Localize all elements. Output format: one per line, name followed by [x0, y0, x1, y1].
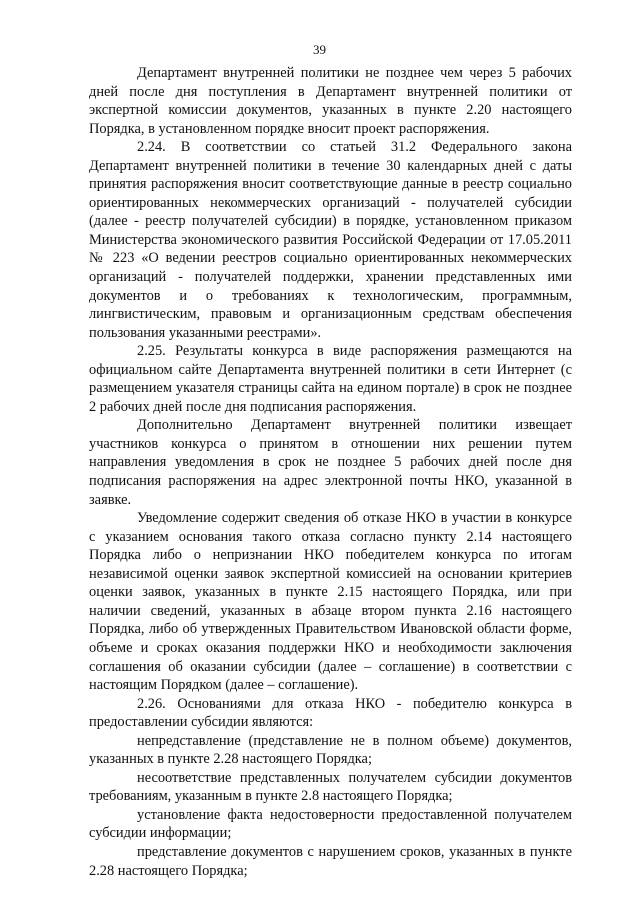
- page-body: [89, 64, 572, 880]
- paragraph-2-26-refusal-grounds: 2.26. Основаниями для отказа НКО - победителю конкурса в предоставлении субсидии являются:: [89, 695, 572, 731]
- list-item-non-compliance: несоответствие представленных получателем субсидии документов требованиям, указанным в пункте 2.8 настоящего Порядка;: [89, 769, 572, 805]
- list-item-non-submission: непредставление (представление не в полном объеме) документов, указанных в пункте 2.28 настоящего Порядка;: [89, 732, 572, 768]
- paragraph-2-24-registry: 2.24. В соответствии со статьей 31.2 Федерального закона Департамент внутренней политики в течение 30 календарных дней с даты принятия распоряжения вносит соответствующие данные в реестр социально ориентированных некоммерческих организаций - получателей субсидии (далее - реестр получателей субсидии) в порядке, установленном приказом Министерства экономического развития Российской Федерации от 17.05.2011 № 223 «О ведении реестров социально ориентированных некоммерческих организаций - получателей поддержки, хранении представленных ими документов и о требованиях к технологическим, программным, лингвистическим, правовым и организационным средствам обеспечения пользования указанными реестрами».: [89, 139, 572, 341]
- paragraph-notification: Дополнительно Департамент внутренней политики извещает участников конкурса о принятом в отношении них решении путем направления уведомления в срок не позднее 5 рабочих дней после дня подписания распоряжения на адрес электронной почты НКО, указанной в заявке.: [89, 417, 572, 508]
- paragraph-notification-content: Уведомление содержит сведения об отказе НКО в участии в конкурсе с указанием основания такого отказа согласно пункту 2.14 настоящего Порядка либо о непризнании НКО победителем конкурса по итогам независимой оценки заявок экспертной комиссией на основании критериев оценки заявок, указанных в пункте 2.15 настоящего Порядка, или при наличии сведений, указанных в абзаце втором пункта 2.16 настоящего Порядка, либо об утвержденных Правительством Ивановской области форме, объеме и сроках оказания поддержки НКО и необходимости заключения соглашения об оказании субсидии (далее – соглашение) в соответствии с настоящим Порядком (далее – соглашение).: [89, 510, 572, 694]
- list-item-false-information: установление факта недостоверности предоставленной получателем субсидии информации;: [89, 806, 572, 842]
- paragraph-department-deadline: Департамент внутренней политики не позднее чем через 5 рабочих дней после дня поступления в Департамент внутренней политики от экспертной комиссии документов, указанных в пункте 2.20 настоящего Порядка, в установленном порядке вносит проект распоряжения.: [89, 65, 572, 137]
- page-number: 39: [313, 42, 326, 57]
- list-item-late-submission: представление документов с нарушением сроков, указанных в пункте 2.28 настоящего Порядка;: [89, 843, 572, 879]
- paragraph-2-25-results: 2.25. Результаты конкурса в виде распоряжения размещаются на официальном сайте Департамента внутренней политики в сети Интернет (с размещением указателя страницы сайта на едином портале) в срок не позднее 2 рабочих дней после дня подписания распоряжения.: [89, 343, 572, 415]
